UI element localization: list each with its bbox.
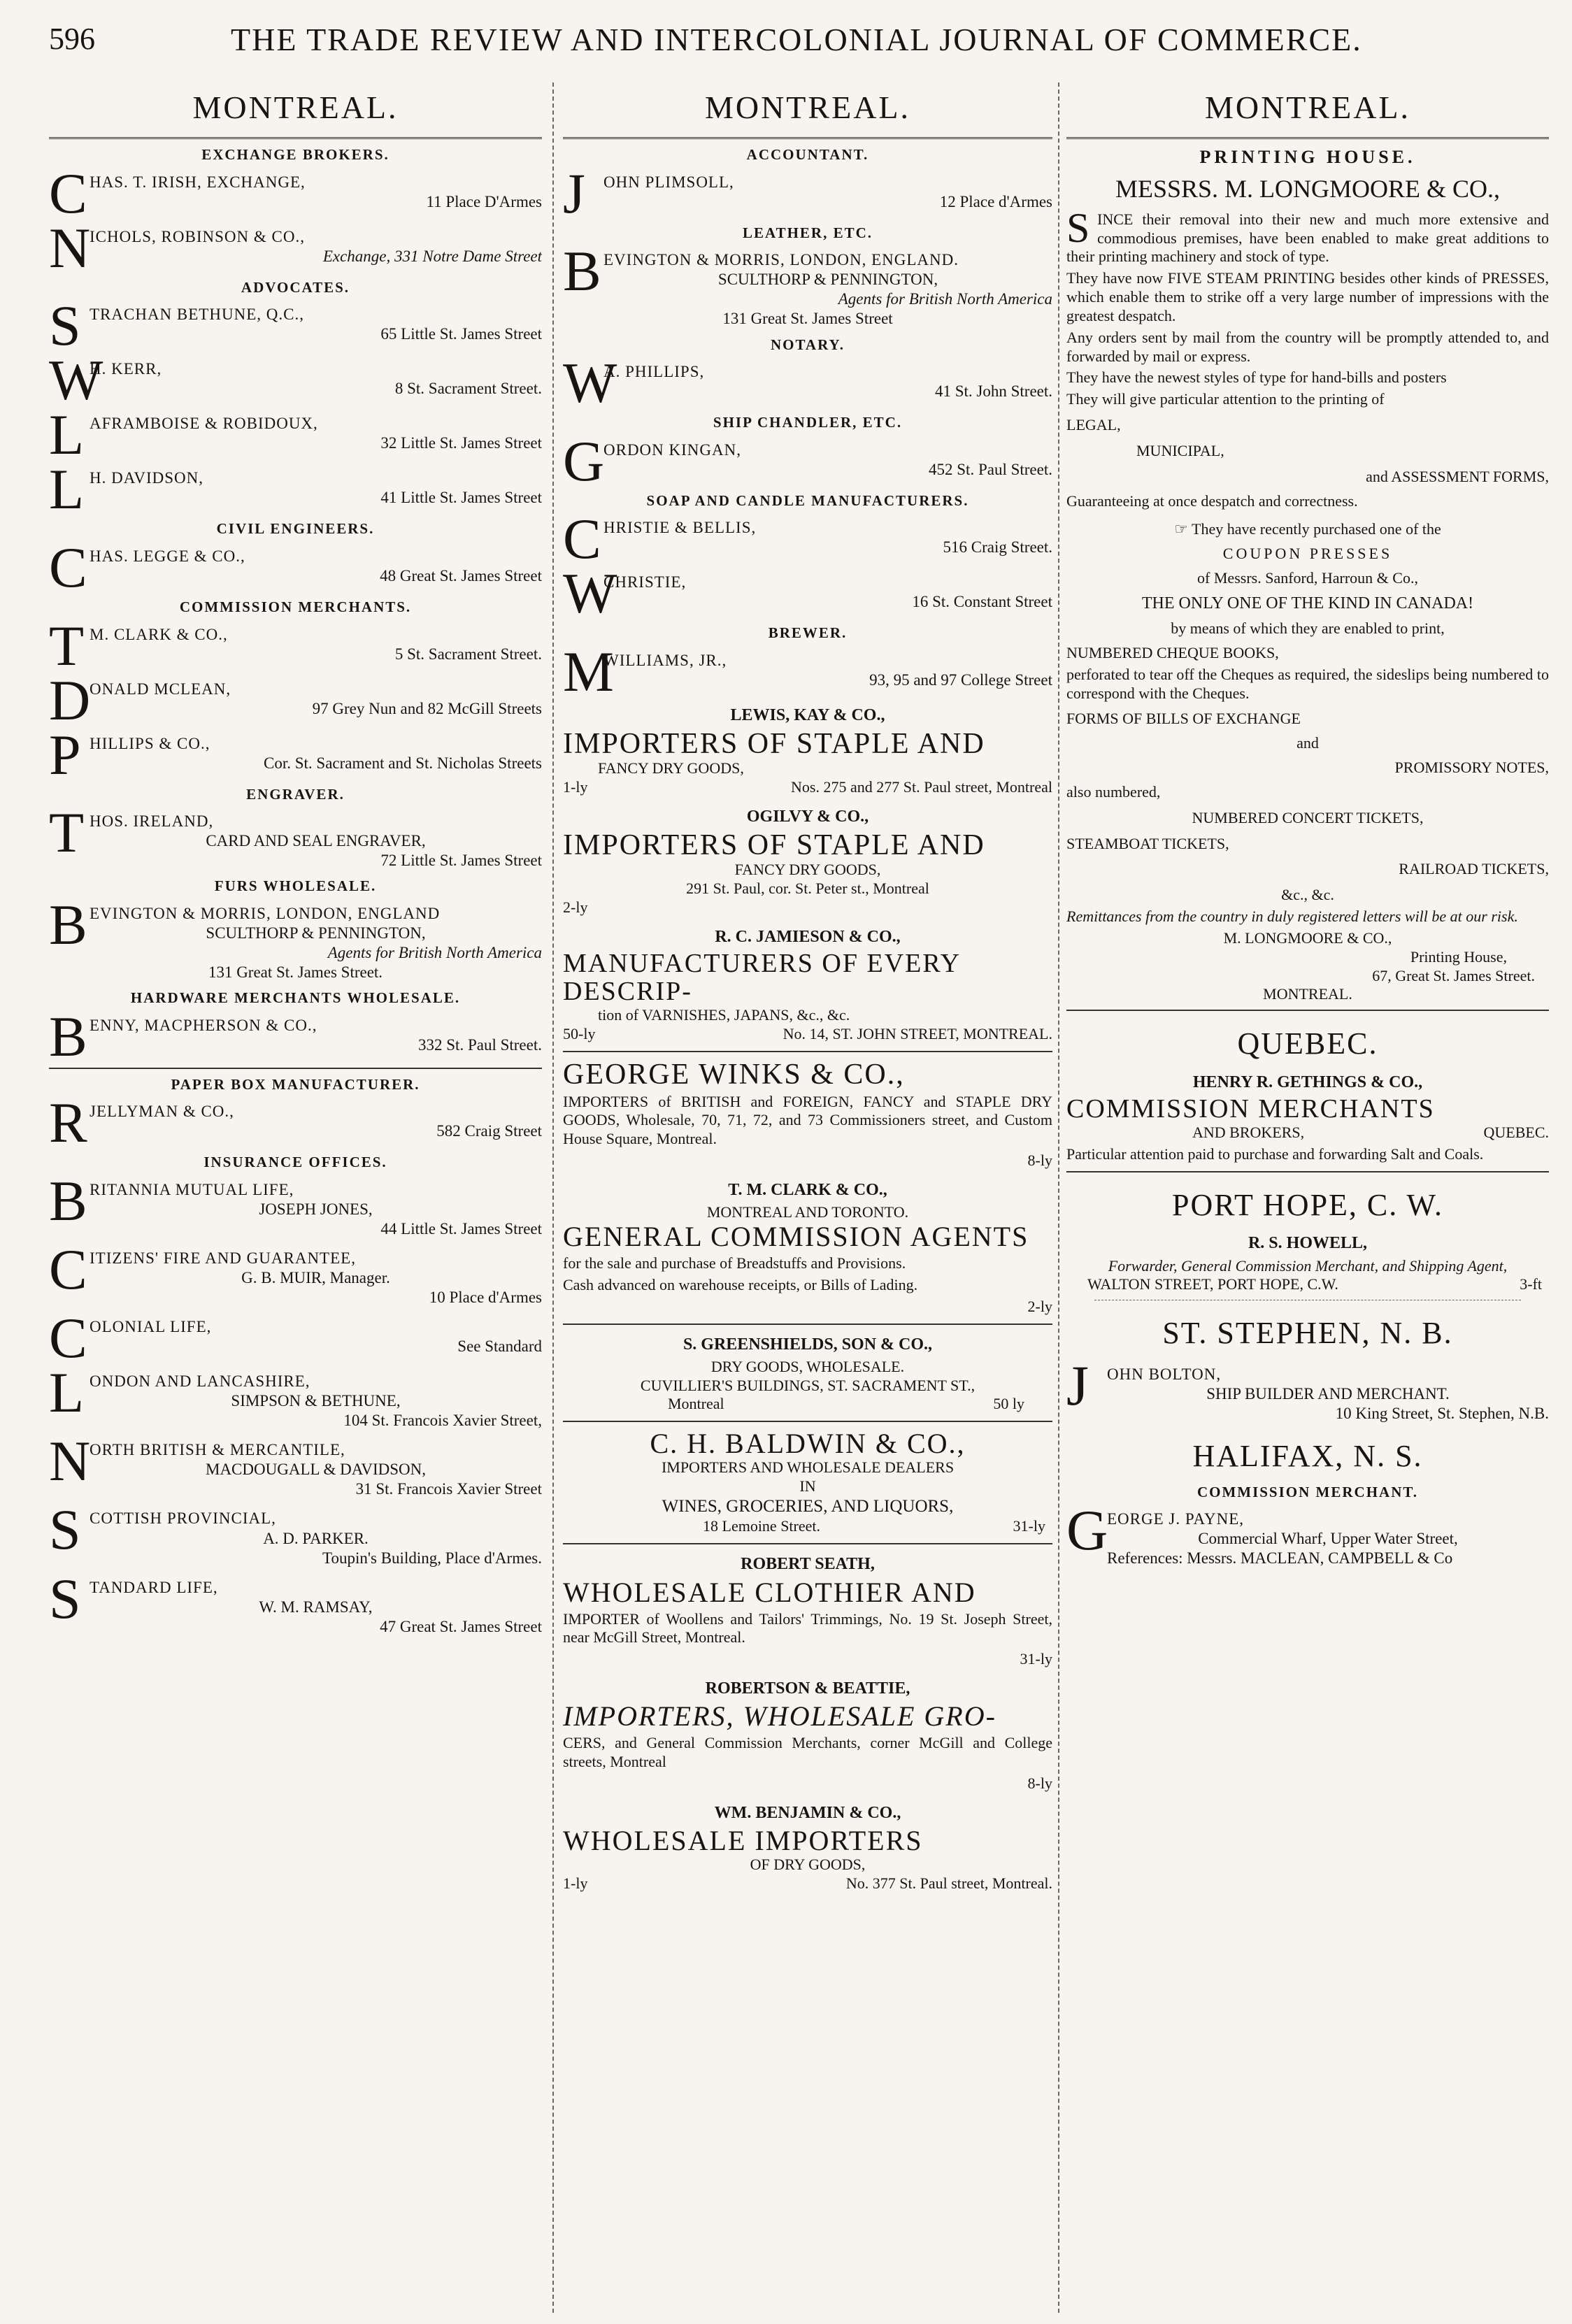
ad-headline: HOLESALE IMPORTERS: [590, 1825, 923, 1856]
signature: Printing House,: [1410, 947, 1507, 966]
divider: [1066, 1171, 1549, 1172]
listing: [49, 215, 542, 280]
listing-address: 16 St. Constant Street: [912, 593, 1052, 611]
listing-detail: SIMPSON & BETHUNE,: [231, 1392, 401, 1410]
ad-detail: MONTREAL AND TORONTO.: [706, 1203, 909, 1221]
listing: [49, 613, 542, 677]
category-heading: SHIP CHANDLER, ETC.: [713, 414, 903, 431]
listing-address: Cor. St. Sacrament and St. Nicholas Streets: [264, 754, 542, 772]
ad-detail: NUMBERED CONCERT TICKETS,: [1192, 808, 1424, 826]
advertisement: [563, 1826, 1052, 1893]
drop-cap: W: [563, 561, 617, 626]
listing-name: JELLYMAN & CO.,: [90, 1103, 234, 1121]
ad-headline: ENERAL COMMISSION AGENTS: [584, 1221, 1029, 1253]
ad-detail: FORMS OF BILLS OF EXCHANGE: [1066, 710, 1301, 728]
listing-address: 332 St. Paul Street.: [418, 1035, 542, 1054]
listing: [49, 1361, 542, 1430]
listing: [563, 351, 1052, 415]
ad-headline: C. H. BALDWIN & CO.,: [650, 1428, 966, 1460]
category-heading: HARDWARE MERCHANTS WHOLESALE.: [130, 989, 461, 1007]
firm-name: S. GREENSHIELDS, SON & CO.,: [683, 1335, 933, 1354]
ad-body: Remittances from the country in duly registered letters will be at our risk.: [1066, 908, 1518, 926]
listing-name: WILLIAMS, JR.,: [603, 651, 727, 669]
category-heading: CIVIL ENGINEERS.: [216, 520, 375, 538]
ad-body: They will give particular attention to the printing of: [1066, 390, 1385, 408]
ad-address: 18 Lemoine Street.: [703, 1517, 821, 1535]
ad-address: No. 377 St. Paul street, Montreal.: [845, 1874, 1052, 1892]
listing: [49, 403, 542, 467]
listing-name: TRACHAN BETHUNE, Q.C.,: [90, 306, 304, 324]
drop-cap: B: [563, 239, 601, 303]
listing-address: 8 St. Sacrament Street.: [394, 380, 542, 398]
listing-name: HRISTIE & BELLIS,: [603, 519, 757, 537]
ad-body: IMPORTER of Woollens and Tailors' Trimmings, No. 19 St. Joseph Street, near McGill Street, Montreal.: [563, 1609, 1052, 1647]
ad-reference: 50-ly: [563, 1024, 596, 1042]
drop-cap: S: [49, 294, 81, 358]
listing-address: 11 Place D'Armes: [426, 192, 542, 210]
drop-cap: B: [49, 1168, 87, 1233]
ad-body: Any orders sent by mail from the country will be promptly attended to, and forwarded by mail or express.: [1066, 328, 1549, 365]
divider: [563, 1324, 1052, 1325]
ad-detail: tion of VARNISHES, JAPANS, &c., &c.: [598, 1005, 850, 1024]
listing: [49, 722, 542, 787]
advertisement: [563, 1358, 1052, 1414]
column-3: [1066, 83, 1549, 2313]
drop-cap: B: [49, 1004, 87, 1068]
category-heading: PAPER BOX MANUFACTURER.: [171, 1075, 420, 1093]
drop-cap: N: [49, 215, 91, 280]
drop-cap: C: [1066, 1094, 1086, 1124]
ad-detail: QUEBEC.: [1483, 1123, 1549, 1141]
drop-cap: M: [563, 949, 588, 979]
ad-body: They have the newest styles of type for hand-bills and posters: [1066, 368, 1447, 387]
divider: [563, 1543, 1052, 1544]
listing-name: RITANNIA MUTUAL LIFE,: [90, 1180, 294, 1198]
listing-name: ICHOLS, ROBINSON & CO.,: [90, 227, 305, 245]
ad-reference: 2-ly: [1027, 1297, 1052, 1315]
listing: [563, 429, 1052, 493]
drop-cap: W: [49, 348, 103, 413]
ad-detail: also numbered,: [1066, 782, 1161, 801]
drop-cap: G: [563, 1058, 586, 1091]
signature: MONTREAL.: [1066, 985, 1549, 1011]
advertisement: [563, 1702, 1052, 1793]
listing-detail: Agents for British North America: [838, 290, 1052, 308]
ad-address: WALTON STREET, PORT HOPE, C.W.: [1087, 1275, 1338, 1293]
listing-detail: Agents for British North America: [327, 944, 542, 961]
listing-name: HAS. T. IRISH, EXCHANGE,: [90, 173, 306, 191]
ad-detail: and ASSESSMENT FORMS,: [1366, 467, 1549, 485]
listing-name: OHN PLIMSOLL,: [603, 173, 734, 191]
category-heading: ACCOUNTANT.: [746, 146, 869, 164]
listing-address: 516 Craig Street.: [943, 538, 1052, 557]
listing-detail: W. M. RAMSAY,: [259, 1598, 373, 1616]
ad-detail: THE ONLY ONE OF THE KIND IN CANADA!: [1141, 594, 1474, 612]
firm-name: OGILVY & CO.,: [746, 807, 869, 826]
ad-detail: LEGAL,: [1066, 416, 1121, 434]
listing: [49, 294, 542, 358]
ad-body: Particular attention paid to purchase and forwarding Salt and Coals.: [1066, 1145, 1484, 1163]
listing-detail: Commercial Wharf, Upper Water Street,: [1198, 1530, 1458, 1548]
listing: [1066, 1498, 1549, 1568]
listing: [49, 1238, 542, 1307]
advertisement: [563, 830, 1052, 917]
ad-headline: ANUFACTURERS OF EVERY DESCRIP-: [563, 949, 960, 1006]
category-heading: COMMISSION MERCHANT.: [1196, 1483, 1419, 1500]
firm-name: R. C. JAMIESON & CO.,: [715, 927, 901, 946]
listing-address: 12 Place d'Armes: [939, 192, 1052, 210]
listing-name: H. DAVIDSON,: [90, 469, 204, 487]
signature: 67, Great St. James Street.: [1372, 966, 1535, 984]
listing-name: A. PHILLIPS,: [603, 363, 705, 381]
listing-address: 48 Great St. James Street: [380, 566, 542, 584]
listing: [49, 892, 542, 982]
listing: [563, 239, 1052, 329]
column-divider: [1058, 83, 1059, 2313]
ad-body: They have now FIVE STEAM PRINTING besides other kinds of PRESSES, which enable them to strike off a very large number of impressions with the greatest despatch.: [1066, 269, 1549, 324]
listing: [49, 1306, 542, 1370]
listing-name: H. KERR,: [90, 360, 162, 378]
drop-cap: I: [563, 728, 574, 761]
advertisement: [563, 1203, 1052, 1316]
listing: [49, 1091, 542, 1155]
listing-detail: A. D. PARKER.: [263, 1529, 369, 1547]
ad-detail: ☞ They have recently purchased one of the: [1174, 520, 1441, 538]
ad-reference: 3-ft: [1520, 1275, 1542, 1293]
ad-body: Cash advanced on warehouse receipts, or Bills of Lading.: [563, 1275, 918, 1293]
drop-cap: C: [49, 535, 87, 599]
ad-detail: AND BROKERS,: [1192, 1123, 1305, 1141]
listing: [49, 457, 542, 522]
listing-detail: SHIP BUILDER AND MERCHANT.: [1206, 1384, 1450, 1403]
listing-name: OHN BOLTON,: [1107, 1365, 1222, 1383]
category-heading: ADVOCATES.: [241, 278, 350, 296]
listing: [563, 639, 1052, 703]
listing-address: 93, 95 and 97 College Street: [869, 671, 1052, 689]
drop-cap: G: [1066, 1498, 1108, 1563]
drop-cap: P: [49, 722, 81, 787]
listing-name: ONALD MCLEAN,: [90, 680, 231, 698]
city-heading: MONTREAL.: [1066, 88, 1549, 139]
drop-cap: C: [49, 1306, 87, 1370]
ad-detail: of Messrs. Sanford, Harroun & Co.,: [1197, 568, 1418, 587]
ad-headline: MPORTERS OF STAPLE AND: [574, 829, 985, 862]
drop-cap: T: [49, 801, 85, 865]
listing-name: OLONIAL LIFE,: [90, 1318, 212, 1336]
ad-reference: 50 ly: [993, 1395, 1024, 1413]
drop-cap: W: [563, 1825, 591, 1856]
listing: [49, 1168, 542, 1239]
drop-cap: G: [563, 1221, 585, 1253]
drop-cap: L: [49, 403, 85, 467]
drop-cap: L: [49, 457, 85, 522]
listing-address: Exchange, 331 Notre Dame Street: [322, 247, 542, 265]
ad-reference: 31-ly: [1020, 1650, 1052, 1668]
ad-headline: HOLESALE CLOTHIER AND: [590, 1576, 976, 1608]
listing: [49, 801, 542, 870]
firm-name: HENRY R. GETHINGS & CO.,: [1192, 1073, 1423, 1091]
listing: [563, 507, 1052, 571]
listing-name: EVINGTON & MORRIS, LONDON, ENGLAND: [90, 904, 441, 922]
ad-headline: OMMISSION MERCHANTS: [1085, 1094, 1435, 1124]
ad-body: CERS, and General Commission Merchants, corner McGill and College streets, Montreal: [563, 1734, 1052, 1771]
listing-name: ORTH BRITISH & MERCANTILE,: [90, 1441, 345, 1459]
category-heading: PRINTING HOUSE.: [1199, 147, 1416, 168]
city-heading: MONTREAL.: [563, 88, 1052, 139]
ad-detail: STEAMBOAT TICKETS,: [1066, 834, 1229, 852]
listing-address: 47 Great St. James Street: [380, 1617, 542, 1635]
listing-address: 32 Little St. James Street: [380, 434, 542, 452]
listing-detail: MACDOUGALL & DAVIDSON,: [206, 1461, 426, 1479]
listing-address: 65 Little St. James Street: [380, 325, 542, 343]
firm-name: ROBERT SEATH,: [741, 1555, 875, 1574]
drop-cap: D: [49, 668, 91, 732]
listing-name: AFRAMBOISE & ROBIDOUX,: [90, 415, 318, 433]
ad-detail: FANCY DRY GOODS,: [598, 759, 744, 777]
listing-name: ENNY, MACPHERSON & CO.,: [90, 1016, 317, 1034]
ad-detail: &c., &c.: [1281, 886, 1334, 904]
listing-name: ITIZENS' FIRE AND GUARANTEE,: [90, 1249, 356, 1268]
drop-cap: C: [49, 161, 87, 225]
listing-detail: JOSEPH JONES,: [259, 1200, 373, 1218]
listing: [49, 1566, 542, 1637]
advertisement: [563, 950, 1052, 1043]
drop-cap: W: [563, 1576, 591, 1608]
listing-detail: SCULTHORP & PENNINGTON,: [717, 271, 938, 289]
drop-cap: N: [49, 1429, 91, 1493]
ad-body: for the sale and purchase of Breadstuffs and Provisions.: [563, 1254, 906, 1272]
listing-address: 104 St. Francois Xavier Street,: [343, 1412, 542, 1430]
drop-cap: J: [563, 161, 585, 225]
journal-title: THE TRADE REVIEW AND INTERCOLONIAL JOURNAL OF COMMERCE.: [231, 22, 1362, 57]
city-heading: QUEBEC.: [1237, 1026, 1378, 1061]
listing: [49, 1429, 542, 1499]
firm-name: T. M. CLARK & CO.,: [728, 1180, 887, 1199]
listing-name: ORDON KINGAN,: [603, 440, 741, 459]
divider: [49, 1068, 542, 1069]
listing: [563, 561, 1052, 626]
category-heading: COMMISSION MERCHANTS.: [179, 598, 412, 615]
listing-address: Toupin's Building, Place d'Armes.: [322, 1549, 542, 1567]
drop-cap: J: [1066, 1353, 1089, 1417]
listing-name: HILLIPS & CO.,: [90, 734, 210, 752]
category-heading: EXCHANGE BROKERS.: [201, 146, 390, 164]
drop-cap: R: [49, 1091, 87, 1155]
listing: [49, 535, 542, 599]
ad-detail: and: [1296, 734, 1319, 752]
ad-detail: IMPORTERS AND WHOLESALE DEALERS: [661, 1458, 955, 1477]
listing-address: 452 St. Paul Street.: [929, 460, 1052, 478]
ad-reference: 8-ly: [1027, 1774, 1052, 1792]
ad-headline: EORGE WINKS & CO.,: [585, 1058, 905, 1091]
city-heading: MONTREAL.: [49, 88, 542, 139]
listing-name: CHRISTIE,: [603, 573, 687, 591]
city-heading: ST. STEPHEN, N. B.: [1162, 1316, 1453, 1351]
ad-address: Nos. 275 and 277 St. Paul street, Montreal: [791, 778, 1052, 796]
listing-address: 10 King Street, St. Stephen, N.B.: [1335, 1405, 1549, 1422]
listing-detail: G. B. MUIR, Manager.: [241, 1269, 390, 1287]
ad-reference: 2-ly: [563, 898, 588, 916]
ad-body: INCE their removal into their new and much more extensive and commodious premises, have been enabled to make great additions to their printing machinery and stock of type.: [1066, 210, 1549, 266]
listing: [49, 1498, 542, 1568]
listing: [49, 348, 542, 413]
firm-name: ROBERTSON & BEATTIE,: [705, 1679, 910, 1698]
advertisement: [1066, 1096, 1549, 1164]
drop-cap: M: [563, 639, 614, 703]
drop-cap: C: [49, 1238, 87, 1302]
page-number: 596: [49, 22, 95, 56]
listing: [1066, 1353, 1549, 1423]
advertisement: [1066, 1257, 1549, 1295]
ad-detail: COUPON PRESSES: [1222, 545, 1393, 563]
ad-detail: RAILROAD TICKETS,: [1399, 860, 1549, 878]
category-heading: BREWER.: [768, 624, 848, 642]
drop-cap: W: [563, 351, 617, 415]
listing-name: EORGE J. PAYNE,: [1107, 1510, 1245, 1528]
divider: [563, 1051, 1052, 1052]
ad-detail: Guaranteeing at once despatch and correctness.: [1066, 492, 1358, 510]
drop-cap: C: [563, 507, 601, 571]
firm-name: LEWIS, KAY & CO.,: [730, 705, 885, 724]
advertisement: [563, 1578, 1052, 1669]
listing-address: 31 St. Francois Xavier Street: [355, 1480, 542, 1498]
advertisement: [563, 1059, 1052, 1170]
ad-detail: by means of which they are enabled to print,: [1171, 619, 1445, 638]
category-heading: LEATHER, ETC.: [742, 224, 873, 241]
category-heading: SOAP AND CANDLE MANUFACTURERS.: [646, 492, 969, 509]
drop-cap: L: [49, 1361, 85, 1425]
drop-cap: S: [1066, 204, 1090, 251]
drop-cap: B: [49, 892, 87, 956]
listing-address: 41 Little St. James Street: [380, 489, 542, 507]
listing-name: TANDARD LIFE,: [90, 1578, 218, 1596]
drop-cap: G: [563, 429, 605, 493]
firm-name: MESSRS. M. LONGMOORE & CO.,: [1115, 174, 1501, 203]
ad-detail: PROMISSORY NOTES,: [1394, 759, 1549, 777]
city-heading: PORT HOPE, C. W.: [1172, 1187, 1443, 1222]
drop-cap: I: [563, 1700, 574, 1733]
ad-headline: MPORTERS OF STAPLE AND: [574, 728, 985, 761]
listing-address: 131 Great St. James Street.: [208, 963, 383, 982]
ad-detail: NUMBERED CHEQUE BOOKS,: [1066, 643, 1279, 661]
firm-name: R. S. HOWELL,: [1248, 1234, 1368, 1253]
ad-body: IMPORTERS of BRITISH and FOREIGN, FANCY and STAPLE DRY GOODS, Wholesale, 70, 71, 72, and 73 Commissioners street, and Custom House Square, Montreal.: [563, 1092, 1052, 1148]
ad-detail: FANCY DRY GOODS,: [734, 861, 881, 879]
ad-reference: 31-ly: [1013, 1517, 1045, 1535]
divider: [563, 1421, 1052, 1422]
firm-name: WM. BENJAMIN & CO.,: [714, 1803, 901, 1822]
listing-name: ONDON AND LANCASHIRE,: [90, 1372, 310, 1391]
drop-cap: T: [49, 613, 85, 677]
ad-body: perforated to tear off the Cheques as required, the sideslips being numbered to correspond with the Cheques.: [1066, 665, 1549, 702]
listing-address: 72 Little St. James Street: [380, 852, 542, 870]
category-heading: ENGRAVER.: [246, 785, 345, 803]
listing-name: HAS. LEGGE & CO.,: [90, 547, 245, 565]
ad-reference: 8-ly: [1027, 1152, 1052, 1170]
page-header: [49, 15, 1531, 64]
column-divider: [552, 83, 554, 2313]
signature: M. LONGMOORE & CO.,: [1223, 928, 1392, 947]
ad-detail: CUVILLIER'S BUILDINGS, ST. SACRAMENT ST.,: [640, 1376, 976, 1394]
listing-address: 10 Place d'Armes: [429, 1289, 542, 1307]
listing-address: See Standard: [457, 1337, 542, 1356]
listing-address: 97 Grey Nun and 82 McGill Streets: [312, 699, 542, 717]
listing: [563, 161, 1052, 225]
ad-reference: 1-ly: [563, 778, 588, 796]
ad-detail: Forwarder, General Commission Merchant, and Shipping Agent,: [1108, 1256, 1508, 1275]
ad-headline: MPORTERS, WHOLESALE GRO-: [573, 1700, 996, 1733]
advertisement: [563, 1429, 1052, 1536]
drop-cap: S: [49, 1566, 81, 1630]
listing-address: 582 Craig Street: [436, 1122, 542, 1140]
column-1: [49, 83, 542, 2313]
listing-name: COTTISH PROVINCIAL,: [90, 1509, 276, 1528]
city-heading: HALIFAX, N. S.: [1192, 1439, 1423, 1474]
category-heading: NOTARY.: [770, 336, 845, 353]
listing-name: M. CLARK & CO.,: [90, 625, 228, 643]
ad-detail: IN: [799, 1477, 816, 1495]
drop-cap: I: [563, 829, 574, 862]
listing-name: HOS. IRELAND,: [90, 812, 214, 831]
category-heading: FURS WHOLESALE.: [214, 877, 377, 895]
ad-detail: MUNICIPAL,: [1136, 441, 1224, 459]
listing-address: 5 St. Sacrament Street.: [394, 645, 542, 663]
ad-address: No. 14, ST. JOHN STREET, MONTREAL.: [783, 1024, 1052, 1042]
listing: [49, 668, 542, 732]
listing-address: 41 St. John Street.: [934, 382, 1052, 401]
drop-cap: S: [49, 1498, 81, 1562]
column-2: [563, 83, 1052, 2313]
ad-detail: DRY GOODS, WHOLESALE.: [710, 1357, 905, 1375]
listing: [49, 161, 542, 225]
category-heading: INSURANCE OFFICES.: [203, 1154, 387, 1171]
ad-detail: OF DRY GOODS,: [750, 1856, 866, 1873]
listing-detail: References: Messrs. MACLEAN, CAMPBELL & Co: [1107, 1549, 1453, 1568]
ad-detail: WINES, GROCERIES, AND LIQUORS,: [662, 1496, 954, 1516]
listing-detail: CARD AND SEAL ENGRAVER,: [206, 832, 426, 850]
listing-address: 131 Great St. James Street: [722, 310, 893, 328]
ad-reference: 1-ly: [563, 1874, 588, 1892]
listing: [49, 1004, 542, 1068]
advertisement: [563, 729, 1052, 797]
ad-address: 291 St. Paul, cor. St. Peter st., Montreal: [686, 880, 929, 898]
listing-detail: SCULTHORP & PENNINGTON,: [206, 924, 426, 942]
listing-address: 44 Little St. James Street: [380, 1220, 542, 1238]
listing-name: EVINGTON & MORRIS, LONDON, ENGLAND.: [603, 251, 959, 269]
ad-detail: Montreal: [668, 1395, 724, 1413]
